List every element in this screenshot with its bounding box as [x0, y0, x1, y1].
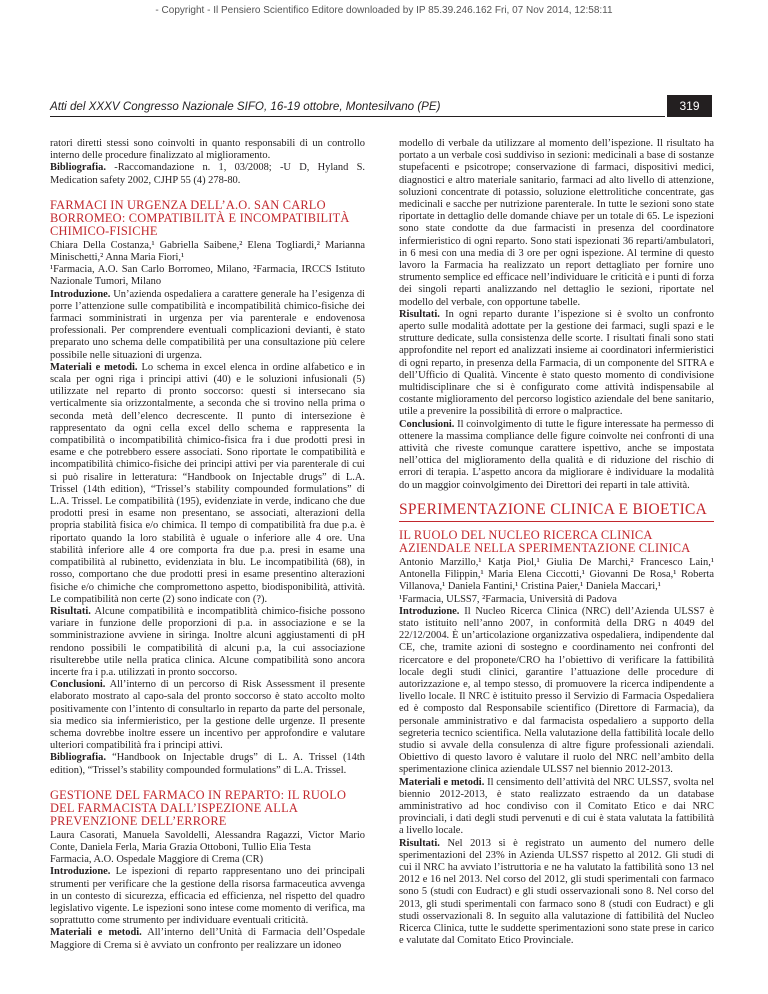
text: In ogni reparto durante l’ispezione si è svolto un confronto aperto sulle modalità adottate per la gestione dei farmaci, sugli spazi e le strutture dedicate, sulla consistenza delle scorte. I risultati finali sono stati approfondite nel report ed analizzati insieme ai coordinatori infermieristici di ogni reparto, in presenza della Farmacia, di un componente del SITRA e dell’Ufficio di Qualità. Vincente è stato questo momento di condivisione multidisciplinare che si è configurato come attività indispensabile al costante miglioramento del percorso logistico aziendale del bene sanitario, utile a prevenire la possibilità di errore o malpractice.	[399, 308, 714, 418]
affiliations: Farmacia, A.O. Ospedale Maggiore di Crema (CR)	[50, 854, 264, 866]
left-column	[50, 138, 365, 952]
text: Lo schema in excel elenca in ordine alfabetico e in scala per ogni riga i principi attivi (40) e le soluzioni infusionali (5) utilizzate nel reparto di pronto soccorso: questi si intersecano sia verticalmente sia orizzontalmente, a seconda che si trovino nella prima o seconda metà dell’elenco decrescente. Il punto di intersezione è rappresentato da ogni cella excel dello schema e rappresenta la compatibilità o incompatibilità chimico-fisica fra i due prodotti presi in esame e che potrebbero essere associati. Sono riportate le compatibilità e incompatibilità chimico-fisiche dei principi attivi per via parenterale di cui si può risalire in letteratura: “Handbook on Injectable drugs” di L.A. Trissel (14th edition), “Trissel’s stability compounded formulations” di L.A. Trissel. Le compatibilità (195), evidenziate in verde, indicano che due prodotti presi in esame non presentano, se associati, alterazioni della propria stabilità fisica e/o chimica. Il tempo di compatibilità fra due p.a. è riportato quando la loro stabilità è uguale o inferiore alle 4 ore. Una stabilità inferiore alle 4 ore comporta fra due p.a. presi in esame una compatibilità al rubinetto, evidenziata in blu. Le incompatibilità (68), in rosso, comportano che due prodotti presi in esame presentino alterazioni fisiche e/o chimiche che compromettono aspetto, biodisponibilità, attività. Le compatibilità non certe (2) sono indicate con (?).	[50, 361, 365, 605]
text: Il censimento dell’attività del NRC ULSS7, svolta nel biennio 2012-2013, è stato realizzato estraendo da un database amministrativo ad hoc condiviso con il Comitato Etico e dai NRC provinciali, i dati degli studi pervenuti e di cui è stata valutata la fattibilità a livello locale.	[399, 776, 714, 837]
label: Materiali e metodi.	[50, 361, 138, 373]
abstract-title-gestione: GESTIONE DEL FARMACO IN REPARTO: IL RUOLO DEL FARMACISTA DALL’ISPEZIONE ALLA PREVENZIONE DELL’ERRORE	[50, 787, 347, 828]
carryover-bibliography	[50, 162, 365, 186]
running-header	[50, 95, 712, 117]
header-title: Atti del XXXV Congresso Nazionale SIFO, 16-19 ottobre, Montesilvano (PE)	[50, 100, 441, 113]
methods	[399, 777, 714, 838]
conclusions	[50, 679, 365, 752]
text: Un’azienda ospedaliera a carattere generale ha l’esigenza di porre l’attenzione sulle compatibilità e incompatibilità chimico-fisiche dei farmaci somministrati in urgenza per via parenterale e endovenosa professionali. Per comprendere eventuali complicazioni devianti, è stato preparato uno schema delle compatibilità per una consultazione più celere possibile nelle situazioni di urgenza.	[50, 288, 365, 361]
label: Materiali e metodi.	[399, 776, 485, 788]
methods	[50, 927, 365, 951]
affiliations: ¹Farmacia, A.O. San Carlo Borromeo, Milano, ²Farmacia, IRCCS Istituto Nazionale Tumori, Milano	[50, 264, 365, 288]
conclusions	[399, 419, 714, 492]
header-rule	[50, 116, 665, 117]
text: Alcune compatibilità e incompatiblità chimico-fisiche possono variare in funzione delle proporzioni di p.a. in associazione e se la somministrazione avviene in siringa. Inoltre alcuni aggiustamenti di pH rendono possibili le compatibilità di alcuni p.a, la cui associazione risulterebbe utile nella pratica clinica. Alcune compatibilità sono ancora incerte fra i p.a. utilizzati in pronto soccorso.	[50, 605, 365, 678]
introduction	[50, 866, 365, 927]
authors: Laura Casorati, Manuela Savoldelli, Alessandra Ragazzi, Victor Mario Conte, Daniela Ferla, Maria Grazia Ottoboni, Tullio Elia Testa	[50, 829, 365, 853]
label: Introduzione.	[399, 605, 460, 617]
page-number: 319	[667, 95, 712, 117]
authors: Chiara Della Costanza,¹ Gabriella Saibene,² Elena Togliardi,² Marianna Minischetti,² Anna Maria Fiori,¹	[50, 239, 365, 264]
bibliography	[50, 752, 365, 776]
carryover-paragraph: ratori diretti stessi sono coinvolti in quanto responsabili di un controllo interno delle procedure finalizzato al miglioramento.	[50, 138, 365, 162]
text: Nel 2013 si è registrato un aumento del numero delle sperimentazioni del 23% in Azienda ULSS7 rispetto al 2012. Gli studi di cui il NRC ha avviato l’istruttoria e ne ha valutato la fattibilità sono 13 nel 2012 e 16 nel 2013. Nel corso del 2012, gli studi sperimentali con farmaco sono 5 (studi con Eudract) e gli studi osservazionali sono 8. Nel corso del 2013, gli studi sperimentali con farmaco sono 8 (studi con Eudract) e gli studi osservazionali 8. In seguito alla valutazione di fattibilità del Nucleo Ricerca Clinica, tutte le suddette sperimentazioni sono state prese in carico e valutate dal Comitato Etico Provinciale.	[399, 837, 714, 947]
section-heading: SPERIMENTAZIONE CLINICA E BIOETICA	[399, 501, 714, 522]
label: Bibliografia.	[50, 162, 106, 174]
label: Risultati.	[50, 605, 91, 617]
text: “Handbook on Injectable drugs” di L. A. Trissel (14th edition), “Trissel’s stability compounded formulations” di L.A. Trissel.	[50, 752, 365, 776]
abstract-title-urgenza: FARMACI IN URGENZA DELL’A.O. SAN CARLO BORROMEO: COMPATIBILITÀ E INCOMPATIBILITÀ CHIMICO-FISICHE	[50, 197, 350, 238]
introduction	[399, 606, 714, 777]
text: -Raccomandazione n. 1, 03/2008; -U D, Hyland S. Medication safety 2002, CJHP 55 (4) 278-80.	[50, 162, 365, 186]
label: Conclusioni.	[399, 418, 455, 430]
introduction	[50, 289, 365, 362]
label: Risultati.	[399, 837, 440, 849]
abstract-title-nucleo: IL RUOLO DEL NUCLEO RICERCA CLINICA AZIENDALE NELLA SPERIMENTAZIONE CLINICA	[399, 527, 691, 555]
methods	[50, 362, 365, 606]
text: All’interno dell’Unità di Farmacia dell’Ospedale Maggiore di Crema si è avviato un confronto per realizzare un idoneo	[50, 927, 365, 951]
authors: Antonio Marzillo,¹ Katja Piol,¹ Giulia De Marchi,² Francesco Lain,¹ Antonella Filippin,¹ Maria Elena Ciccotti,¹ Giovanni De Rosa,¹ Roberta Villanova,¹ Daniela Fantini,¹ Cristina Paier,¹ Daniela Maccari,¹	[399, 556, 714, 593]
affiliations: ¹Farmacia, ULSS7, ²Farmacia, Università di Padova	[399, 593, 617, 605]
results	[50, 606, 365, 679]
right-column	[399, 138, 714, 947]
text: Il Nucleo Ricerca Clinica (NRC) dell’Azienda ULSS7 è stato istituito nell’anno 2007, in conformità della DRG n 4049 del 22/12/2004. È un’articolazione organizzativa ospedaliera, indipendente dal CE, che, tramite azioni di sostegno e coordinamento nei confronti del ricercatore e del proponete/CRO ha l’obiettivo di verificare la fattibilità locale degli studi clinici, garantire l’attuazione delle procedure di autorizzazione e, al tempo stesso, di promuovere la ricerca indipendente a livello locale. Il NRC è istituito presso il Servizio di Farmacia Ospedaliera ed è composto dal Responsabile scientifico (Direttore di Farmacia), da personale amministrativo e dal farmacista ospedaliero a supporto della segreteria tecnico scientifica. Nella valutazione della fattibilità locale dello studio si avvale della consulenza di altre figure professionali aziendali. Obiettivo di questo lavoro è valutare il ruolo del NRC nell’ambito della sperimentazione clinica aziendale ULSS7 nel biennio 2012-2013.	[399, 605, 714, 776]
carryover-paragraph: modello di verbale da utilizzare al momento dell’ispezione. Il risultato ha portato a un verbale così suddiviso in sezioni: medicinali a base di sostanze stupefacenti e psicotrope; conservazione di farmaci, dispositivi medici, diagnostici e altro materiale sanitario, farmaci ad alto livello di attenzione, soluzioni concentrate di potassio, soluzione elettrolitiche concentrate, gas medicinali e sacche per nutrizione parenterale. In tutte le sezioni sono state riportate in dettaglio delle domande chiave per un totale di 65. Le ispezioni sono state condotte da due farmacisti in presenza del coordinatore infermieristico di ogni reparto. Sono stati ispezionati 36 reparti/ambulatori, in 6 mesi con una media di 3 ore per ogni ispezione. Al termine di questo lavoro la Farmacia ha realizzato un report dettagliato per fornire uno strumento semplice ed efficace nell’individuare le criticità e i punti di forza dei singoli reparti analizzando nel dettaglio le sezioni, riportate nel modello del verbale, con opportune tabelle.	[399, 138, 714, 308]
text: Le ispezioni di reparto rappresentano uno dei principali strumenti per verificare che la gestione della risorsa farmaceutica avvenga in un contesto di sicurezza, efficacia ed efficienza, nel rispetto del quadro legislativo vigente. Le ispezioni sono intese come momento di verifica, ma soprattutto come strumento per individuare eventuali criticità.	[50, 866, 365, 927]
label: Bibliografia.	[50, 752, 106, 764]
label: Introduzione.	[50, 866, 111, 878]
results	[399, 838, 714, 948]
label: Introduzione.	[50, 288, 111, 300]
label: Risultati.	[399, 308, 440, 320]
label: Materiali e metodi.	[50, 927, 142, 939]
text: All’interno di un percorso di Risk Assessment il presente elaborato mostrato al capo-sala del pronto soccorso è stato accolto molto positivamente con l’intento di consultarlo in reparto da parte del personale, sia medico sia infermieristico, per la gestione delle urgenze. Il presente schema dovrebbe inoltre essere un incentivo per approfondire e valutare ulteriori compatibilità fra i principi attivi.	[50, 679, 365, 752]
text: Il coinvolgimento di tutte le figure interessate ha permesso di ottenere la massima compliance delle figure coinvolte nei confronti di una attività che riveste comunque carattere ispettivo, anche se impostata nell’ottica del miglioramento della qualità e di riduzione del rischio di errori di terapia. L’aspetto ancora da migliorare è individuare la modalità do un maggior coinvolgimento dei Direttori dei reparti in tale attività.	[399, 418, 714, 491]
results	[399, 309, 714, 419]
label: Conclusioni.	[50, 679, 106, 691]
copyright-notice: - Copyright - Il Pensiero Scientifico Editore downloaded by IP 85.39.246.162 Fri, 07 Nov 2014, 12:58:11	[155, 5, 613, 16]
